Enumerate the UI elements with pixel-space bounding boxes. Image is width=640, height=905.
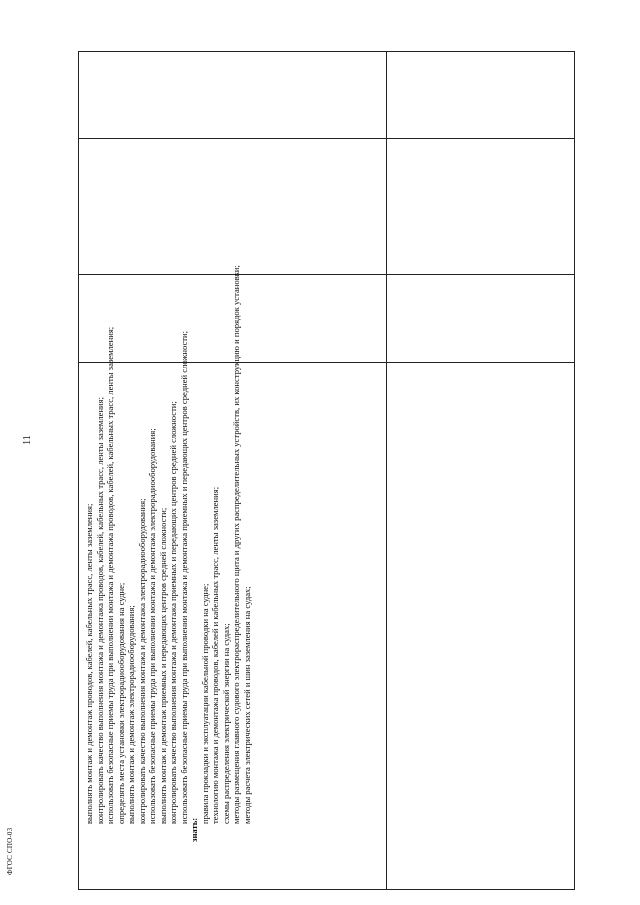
content-line: технологию монтажа и демонтажа проводов, кабелей и кабельных трасс, ленты заземления; — [210, 486, 220, 824]
content-line: методы расчета электрических сетей и шин заземления на судах; — [241, 586, 252, 824]
content-line: выполнять монтаж и демонтаж приемных и передающих центров средней сложности; — [157, 507, 168, 824]
content-line: методы размещения главного судового электрораспределительного щита и других распределительных устройств, их конструкцию и порядок установки; — [231, 265, 241, 824]
content-line: правила прокладки и эксплуатации кабельной проводки на судне; — [199, 583, 210, 824]
page-number: 11 — [22, 435, 33, 445]
content-line: контролировать качество выполнения монтажа и демонтажа электрорадиооборудования; — [136, 498, 147, 824]
content-line: выполнять монтаж и демонтаж проводов, кабелей, кабельных трасс, ленты заземления; — [84, 503, 94, 824]
content-line: использовать безопасные приемы труда при выполнении монтажа и демонтажа проводов, кабелей, кабельных трасс, ленты заземления; — [105, 326, 115, 824]
content-cell — [82, 54, 400, 846]
content-line: схемы распределения электрической энергии на судах; — [220, 623, 231, 824]
content-line: контролировать качество выполнения монтажа и демонтажа проводов, кабелей, кабельных трасс, ленты заземления; — [94, 397, 105, 824]
content-line: выполнять монтаж и демонтаж электрорадиооборудования; — [126, 605, 136, 824]
content-line: использовать безопасные приемы труда при выполнении монтажа и демонтажа приемных и передающих центров средней сложности; — [178, 330, 189, 824]
section-heading: знать: — [189, 817, 199, 842]
content-line: контролировать качество выполнения монтажа и демонтажа приемных и передающих центров средней сложности; — [168, 401, 178, 824]
content-line: определять места установки электрорадиооборудования на судне; — [115, 582, 126, 824]
content-line: использовать безопасные приемы труда при выполнении монтажа и демонтажа электрорадиооборудования; — [147, 428, 157, 824]
footer-label: ФГОС СПО-03 — [6, 827, 14, 875]
